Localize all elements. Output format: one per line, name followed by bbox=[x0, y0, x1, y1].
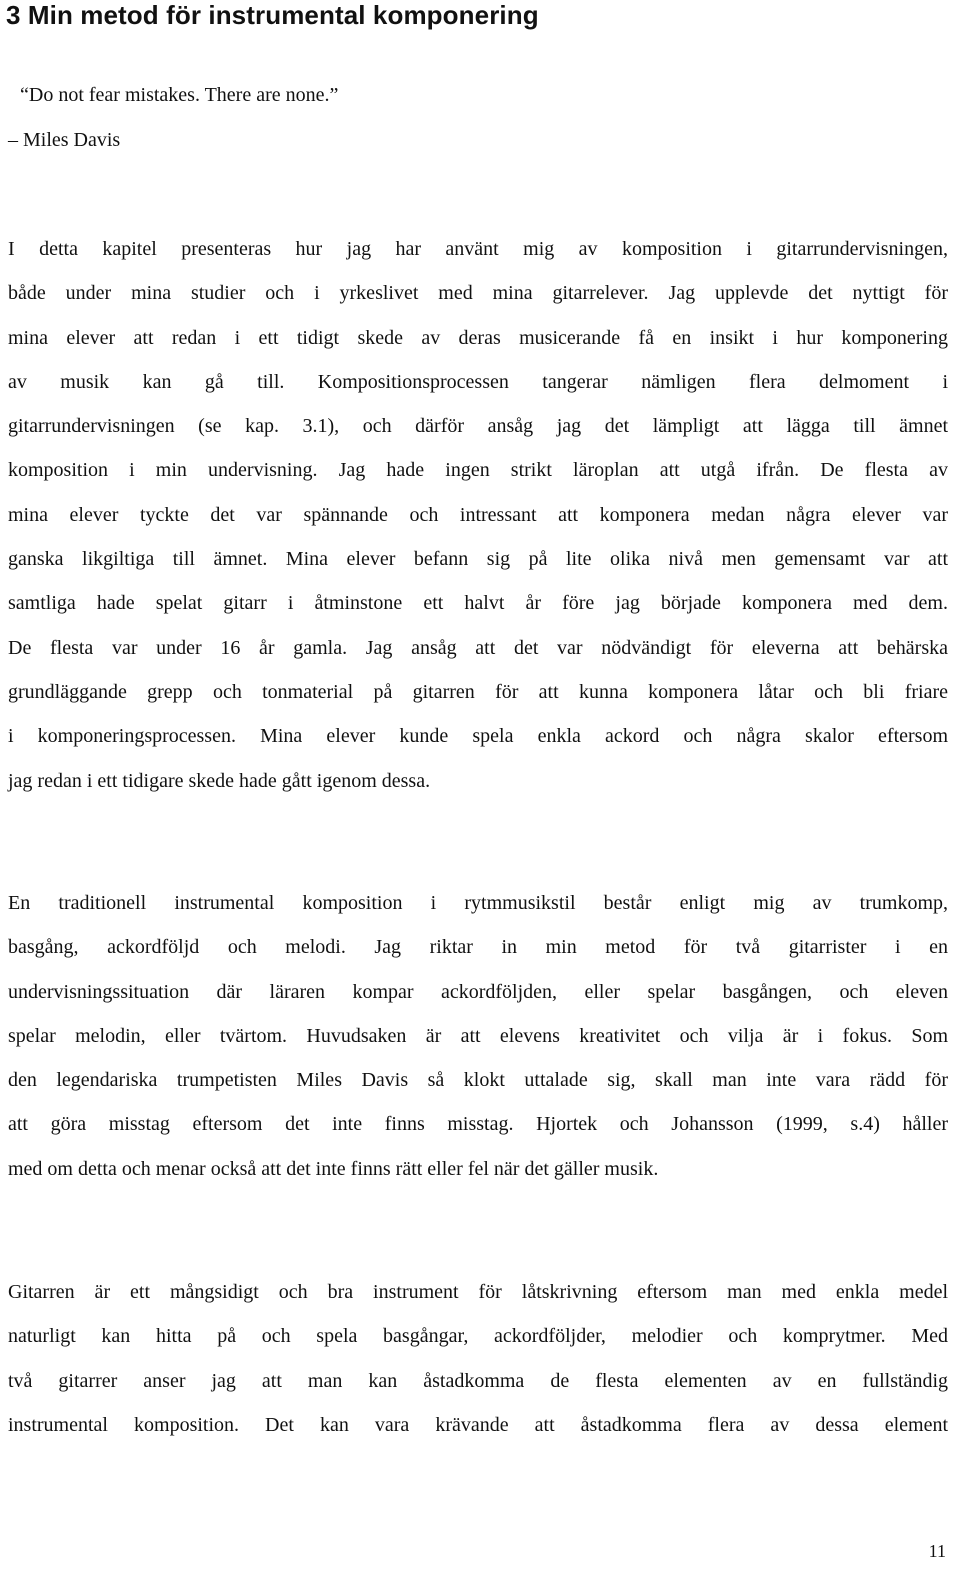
text-line: instrumental komposition. Det kan vara krävande att åstadkomma flera av dessa element bbox=[8, 1413, 948, 1436]
text-line: En traditionell instrumental komposition i rytmmusikstil består enligt mig av trumkomp, bbox=[8, 892, 948, 914]
text-line: mina elever att redan i ett tidigt skede av deras musicerande få en insikt i hur komponering bbox=[8, 326, 948, 349]
text-line: av musik kan gå till. Kompositionsprocessen tangerar nämligen flera delmoment i bbox=[8, 370, 948, 393]
text-line: undervisningssituation där läraren kompar ackordföljden, eller spelar basgången, och eleven bbox=[8, 980, 948, 1003]
text-line: med om detta och menar också att det inte finns rätt eller fel när det gäller musik. bbox=[8, 1157, 659, 1180]
text-line: Gitarren är ett mångsidigt och bra instrument för låtskrivning eftersom man med enkla medel bbox=[8, 1281, 948, 1303]
text-line: komposition i min undervisning. Jag hade ingen strikt läroplan att utgå ifrån. De flesta av bbox=[8, 459, 948, 482]
text-line: basgång, ackordföljd och melodi. Jag riktar in min metod för två gitarrister i en bbox=[8, 936, 948, 959]
text-line: I detta kapitel presenteras hur jag har använt mig av komposition i gitarrundervisningen, bbox=[8, 238, 948, 260]
paragraph-3 bbox=[8, 1270, 948, 1447]
text-line: De flesta var under 16 år gamla. Jag ansåg att det var nödvändigt för eleverna att behärska bbox=[8, 636, 948, 659]
paragraph-2 bbox=[8, 881, 948, 1191]
text-line: i komponeringsprocessen. Mina elever kunde spela enkla ackord och några skalor eftersom bbox=[8, 725, 948, 748]
text-line: att göra misstag eftersom det inte finns misstag. Hjortek och Johansson (1999, s.4) håller bbox=[8, 1113, 948, 1136]
text-line: grundläggande grepp och tonmaterial på gitarren för att kunna komponera låtar och bli friare bbox=[8, 680, 948, 703]
text-line: mina elever tyckte det var spännande och intressant att komponera medan några elever var bbox=[8, 503, 948, 526]
text-line: gitarrundervisningen (se kap. 3.1), och därför ansåg jag det lämpligt att lägga till ämnet bbox=[8, 415, 948, 438]
page-number: 11 bbox=[928, 1541, 946, 1561]
text-line: två gitarrer anser jag att man kan åstadkomma de flesta elementen av en fullständig bbox=[8, 1369, 948, 1392]
text-line: jag redan i ett tidigare skede hade gått igenom dessa. bbox=[8, 769, 431, 792]
text-line: naturligt kan hitta på och spela basgångar, ackordföljder, melodier och komprytmer. Med bbox=[8, 1325, 948, 1348]
text-line: ganska likgiltiga till ämnet. Mina elever befann sig på lite olika nivå men gemensamt var att bbox=[8, 548, 948, 571]
text-line: både under mina studier och i yrkeslivet med mina gitarrelever. Jag upplevde det nyttigt för bbox=[8, 282, 948, 305]
paragraph-1 bbox=[8, 227, 948, 803]
epigraph-author: – Miles Davis bbox=[8, 129, 121, 151]
text-line: den legendariska trumpetisten Miles Davis så klokt uttalade sig, skall man inte vara rädd för bbox=[8, 1069, 948, 1092]
text-line: spelar melodin, eller tvärtom. Huvudsaken är att elevens kreativitet och vilja är i fokus. Som bbox=[8, 1024, 948, 1047]
chapter-heading: 3 Min metod för instrumental komponering bbox=[6, 0, 539, 30]
epigraph-quote: “Do not fear mistakes. There are none.” bbox=[20, 84, 339, 106]
text-line: samtliga hade spelat gitarr i åtminstone ett halvt år före jag började komponera med dem. bbox=[8, 592, 948, 615]
